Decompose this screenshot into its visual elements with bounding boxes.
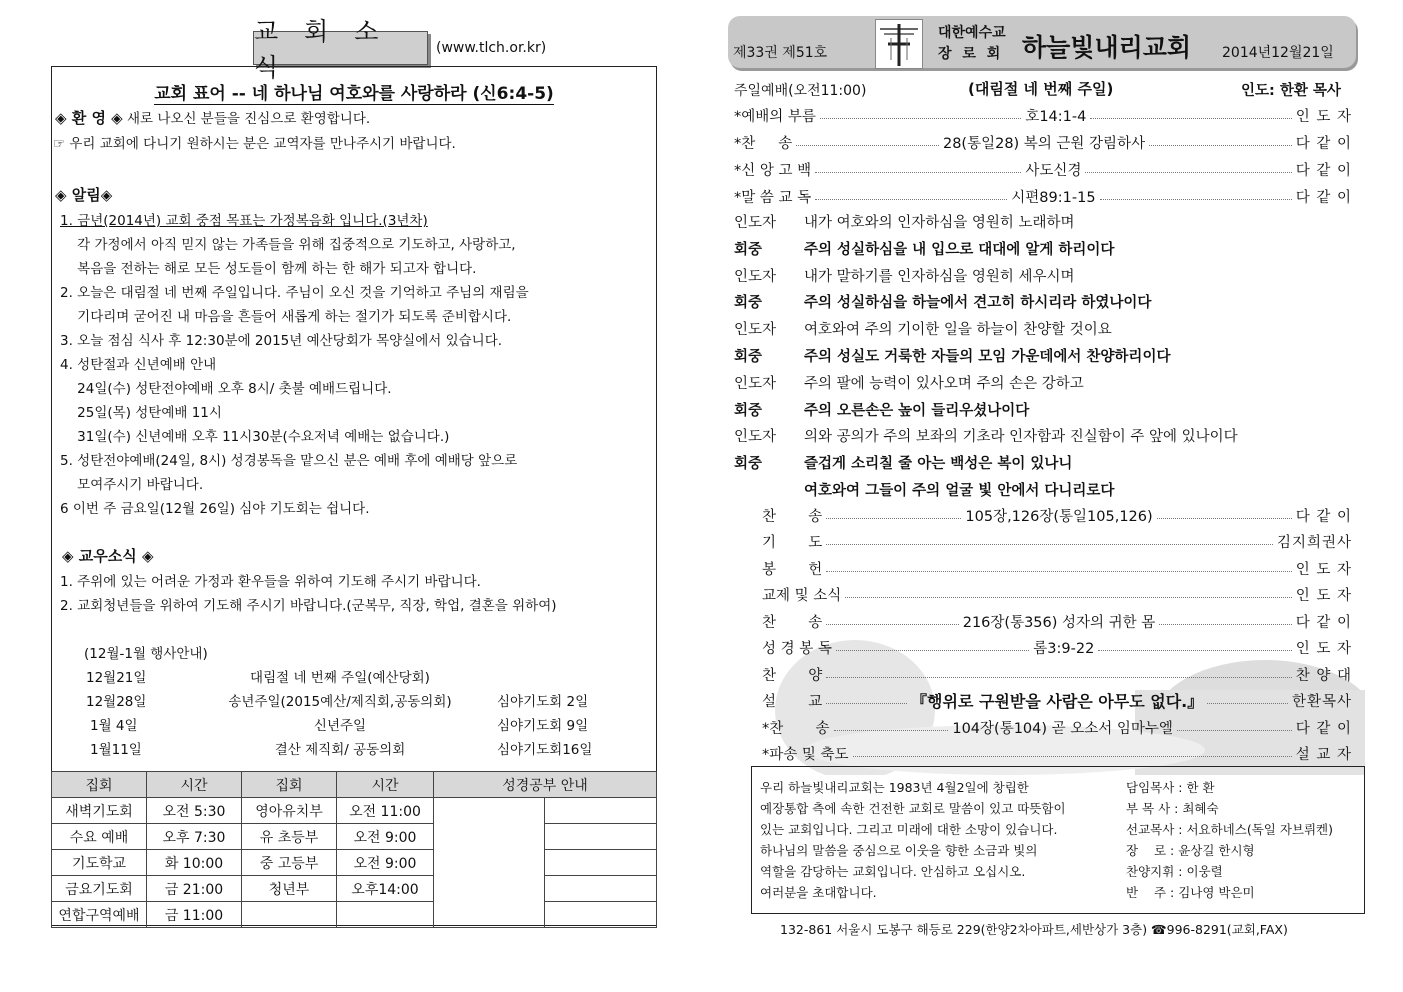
order-label: *찬 송 — [734, 135, 793, 152]
order-person: 인 도 자 — [1295, 561, 1352, 578]
welcome-note: ☞ 우리 교회에 다니기 원하시는 분은 교역자를 만나주시기 바랍니다. — [53, 136, 456, 152]
order-person: 한환목사 — [1291, 694, 1353, 710]
bible-study-cell — [545, 798, 657, 824]
order-label: 기 도 — [762, 535, 823, 551]
table-cell: 금 21:00 — [147, 876, 242, 902]
notice-header: ◈ 알림◈ — [55, 186, 113, 204]
reader-role: 인도자 — [734, 268, 777, 285]
responsive-line — [734, 399, 1029, 420]
order-text: 104장(통104) 곧 오소서 임마누엘 — [952, 720, 1173, 737]
welcome-section — [55, 107, 370, 128]
staff-line: 찬양지휘 : 이웅렬 — [1126, 864, 1223, 879]
denomination-top: 대한예수교 — [938, 25, 1006, 41]
intro-line: 여러분을 초대합니다. — [760, 885, 877, 900]
table-row — [52, 902, 657, 928]
dot-leader — [845, 597, 1291, 598]
order-person: 다 같 이 — [1295, 720, 1353, 737]
reading-text: 내가 여호와의 인자하심을 영원히 노래하며 — [804, 215, 1075, 231]
table-cell: 기도학교 — [52, 850, 147, 876]
reading-text: 즐겁게 소리칠 줄 아는 백성은 복이 있나니 — [804, 456, 1073, 473]
bible-study-cell — [545, 824, 657, 850]
order-person: 다 같 이 — [1295, 189, 1352, 206]
order-label: *신 앙 고 백 — [734, 162, 812, 179]
table-row — [52, 876, 657, 902]
order-person: 인 도 자 — [1295, 588, 1352, 604]
volume-number: 제33권 제51호 — [733, 45, 828, 61]
intro-line: 역할을 감당하는 교회입니다. 안심하고 오십시오. — [760, 864, 1026, 879]
dot-leader — [1098, 650, 1291, 651]
dot-leader — [853, 756, 1292, 757]
table-cell: 중 고등부 — [242, 850, 337, 876]
dot-leader — [826, 703, 907, 704]
reading-text: 주의 성실도 거룩한 자들의 모임 가운데에서 찬양하리이다 — [804, 349, 1171, 365]
order-text: 롬3:9-22 — [1033, 641, 1095, 657]
dot-leader — [826, 544, 1273, 545]
worship-order-item — [762, 742, 1352, 766]
table-cell: 연합구역예배 — [52, 902, 147, 928]
meeting-schedule-table — [51, 771, 657, 928]
order-label: 찬 송 — [762, 508, 823, 525]
worship-order-item — [762, 636, 1352, 660]
order-label: *찬 송 — [762, 720, 830, 737]
member-news-item: 2. 교회청년들을 위하여 기도해 주시기 바랍니다.(군복무, 직장, 학업, 결혼을 위하여) — [60, 598, 557, 614]
dot-leader — [1207, 703, 1288, 704]
intro-line: 있는 교회입니다. 그리고 미래에 대한 소망이 있습니다. — [760, 822, 1058, 837]
staff-line: 담임목사 : 한 환 — [1126, 780, 1215, 795]
worship-order-item — [734, 184, 1352, 208]
notice-item: 기다리며 굳어진 내 마음을 흔들어 새롭게 하는 절기가 되도록 준비합시다. — [60, 309, 512, 325]
order-label: *파송 및 축도 — [762, 747, 849, 763]
reader-role: 인도자 — [734, 375, 777, 392]
order-text: 시편89:1-15 — [1011, 189, 1096, 206]
intro-line: 우리 하늘빛내리교회는 1983년 4월2일에 창립한 — [760, 780, 1029, 795]
intro-line: 예장통합 측에 속한 건전한 교회로 말씀이 있고 따뜻함이 — [760, 801, 1066, 816]
staff-line: 선교목사 : 서요하네스(독일 자브뤼켄) — [1126, 822, 1334, 837]
worship-order-item — [762, 583, 1352, 607]
service-time: 주일예배(오전11:00) — [734, 83, 867, 99]
reading-text: 여호와여 그들이 주의 얼굴 빛 안에서 다니리로다 — [804, 483, 1115, 499]
table-header: 집회 — [52, 772, 147, 798]
reading-text: 주의 팔에 능력이 있사오며 주의 손은 강하고 — [804, 375, 1084, 392]
event-name: 결산 제직회/ 공동의회 — [274, 742, 406, 758]
reader-role: 회중 — [734, 402, 763, 419]
church-logo — [875, 19, 923, 69]
order-label: 성 경 봉 독 — [762, 641, 832, 657]
responsive-line — [734, 291, 1151, 312]
event-date: 1월11일 — [90, 742, 142, 758]
reading-text: 의와 공의가 주의 보좌의 기초라 인자함과 진실함이 주 앞에 있나이다 — [804, 429, 1238, 446]
dot-leader — [1100, 199, 1292, 200]
table-cell: 오전 9:00 — [337, 824, 434, 850]
dot-leader — [796, 145, 939, 146]
order-text: 216장(통356) 성자의 귀한 몸 — [962, 614, 1156, 631]
notice-item: 3. 오늘 점심 식사 후 12:30분에 2015년 예산당회가 목양실에서 있습니다. — [60, 333, 503, 349]
responsive-line — [734, 425, 1238, 446]
dot-leader — [1157, 518, 1292, 519]
dot-leader — [826, 571, 1291, 572]
event-name: 송년주일(2015예산/제직회,공동의회) — [228, 694, 452, 710]
staff-line: 부 목 사 : 최혜숙 — [1126, 801, 1219, 816]
responsive-line — [734, 318, 1112, 339]
table-cell: 화 10:00 — [147, 850, 242, 876]
order-person: 찬 양 대 — [1295, 667, 1352, 684]
dot-leader — [1085, 172, 1291, 173]
worship-order-item — [762, 662, 1352, 686]
order-label: *말 씀 교 독 — [734, 189, 812, 206]
table-row — [52, 824, 657, 850]
intro-line: 하나님의 말씀을 중심으로 이웃을 향한 소금과 빛의 — [760, 843, 1038, 858]
church-name: 하늘빛내리교회 — [1022, 33, 1192, 62]
church-address: 132-861 서울시 도봉구 해등로 229(한양2차아파트,세반상가 3층) ☎996-8291(교회,FAX) — [780, 922, 1288, 937]
notice-item: 각 가정에서 아직 믿지 않는 가족들을 위해 집중적으로 기도하고, 사랑하고, — [60, 237, 516, 253]
welcome-text: 새로 나오신 분들을 진심으로 환영합니다. — [122, 111, 371, 127]
table-header: 성경공부 안내 — [434, 772, 657, 798]
service-leader: 인도: 한환 목사 — [1241, 83, 1341, 99]
table-header: 시간 — [337, 772, 434, 798]
reading-text: 주의 성실하심을 하늘에서 견고히 하시리라 하였나이다 — [804, 295, 1152, 312]
dot-leader — [1159, 624, 1291, 625]
denomination-bottom: 장 로 회 — [938, 46, 1004, 62]
table-header: 집회 — [242, 772, 337, 798]
order-label: 봉 헌 — [762, 561, 823, 578]
order-label: 찬 양 — [762, 667, 823, 684]
member-news-item: 1. 주위에 있는 어려운 가정과 환우들을 위하여 기도해 주시기 바랍니다. — [60, 574, 481, 590]
website-url: (www.tlch.or.kr) — [436, 40, 547, 56]
worship-order-item — [762, 503, 1352, 527]
dot-leader — [826, 624, 958, 625]
reader-role: 인도자 — [734, 215, 777, 231]
dot-leader — [1177, 730, 1292, 731]
responsive-line — [734, 211, 1075, 232]
table-cell: 오전 5:30 — [147, 798, 242, 824]
reading-text: 여호와여 주의 기이한 일을 하늘이 찬양할 것이요 — [804, 322, 1112, 339]
table-cell: 오전 11:00 — [337, 798, 434, 824]
table-cell: 수요 예배 — [52, 824, 147, 850]
reading-text: 내가 말하기를 인자하심을 영원히 세우시며 — [804, 268, 1075, 285]
table-header-row — [52, 772, 657, 798]
reader-role: 인도자 — [734, 322, 777, 339]
order-person: 다 같 이 — [1295, 162, 1353, 179]
notice-item: 모여주시기 바랍니다. — [60, 477, 204, 493]
dot-leader — [815, 172, 1021, 173]
responsive-line — [734, 452, 1072, 473]
reading-text: 주의 오른손은 높이 들리우셨나이다 — [804, 402, 1030, 419]
table-row — [52, 850, 657, 876]
welcome-header: ◈ 환 영 ◈ — [55, 109, 123, 127]
dot-leader — [820, 118, 1021, 119]
order-text: 28(통일28) 복의 근원 강림하사 — [942, 135, 1146, 152]
order-text: 사도신경 — [1025, 162, 1082, 179]
dot-leader — [826, 677, 1291, 678]
worship-order-item — [762, 609, 1352, 633]
event-date: 12월21일 — [86, 670, 147, 686]
responsive-line — [734, 265, 1075, 286]
table-cell: 영아유치부 — [242, 798, 337, 824]
dot-leader — [826, 518, 961, 519]
worship-order-item — [762, 715, 1352, 739]
table-cell — [242, 902, 337, 928]
notice-item: 24일(수) 성탄전야예배 오후 8시/ 촛불 예배드립니다. — [60, 381, 392, 397]
reader-role: 회중 — [734, 349, 763, 365]
worship-order-item — [762, 556, 1352, 580]
notice-item: 4. 성탄절과 신년예배 안내 — [60, 357, 217, 373]
notice-item: 복음을 전하는 해로 모든 성도들이 함께 하는 한 해가 되고자 합니다. — [60, 261, 477, 277]
bulletin-date: 2014년12월21일 — [1222, 45, 1334, 61]
dot-leader — [1090, 118, 1291, 119]
responsive-line — [734, 345, 1170, 366]
order-text: 호14:1-4 — [1025, 108, 1087, 125]
worship-order-item — [762, 689, 1352, 713]
dot-leader — [1149, 145, 1292, 146]
order-person: 김지희권사 — [1276, 535, 1352, 551]
reader-role: 회중 — [734, 456, 763, 473]
order-text: 『행위로 구원받을 사람은 아무도 없다.』 — [911, 692, 1204, 711]
notice-item: 6 이번 주 금요일(12월 26일) 심야 기도회는 쉽니다. — [60, 501, 370, 517]
bible-study-cell — [434, 798, 545, 928]
table-cell: 오후 7:30 — [147, 824, 242, 850]
dot-leader — [836, 650, 1029, 651]
table-cell: 금 11:00 — [147, 902, 242, 928]
bible-study-cell — [545, 876, 657, 902]
event-date: 1월 4일 — [90, 718, 138, 734]
notice-item: 5. 성탄전야예배(24일, 8시) 성경봉독을 맡으신 분은 예배 후에 예배당 앞으로 — [60, 453, 518, 469]
worship-order-item — [762, 530, 1352, 554]
order-text: 105장,126장(통일105,126) — [965, 508, 1153, 525]
service-week: (대림절 네 번째 주일) — [968, 80, 1114, 98]
staff-line: 장 로 : 윤상길 한시형 — [1126, 843, 1255, 858]
notice-item: 2. 오늘은 대림절 네 번째 주일입니다. 주님이 오신 것을 기억하고 주님의 재림을 — [60, 285, 529, 301]
event-extra: 심야기도회16일 — [497, 742, 593, 758]
responsive-line — [734, 372, 1084, 393]
table-cell: 오후14:00 — [337, 876, 434, 902]
table-cell: 새벽기도회 — [52, 798, 147, 824]
reading-text: 주의 성실하심을 내 입으로 대대에 알게 하리이다 — [804, 241, 1115, 258]
worship-order-item — [734, 157, 1352, 181]
table-cell: 유 초등부 — [242, 824, 337, 850]
event-extra: 심야기도회 2일 — [497, 694, 589, 710]
worship-order-item — [734, 103, 1352, 127]
worship-order-item — [734, 130, 1352, 154]
event-name: 신년주일 — [313, 718, 367, 734]
table-row — [52, 798, 657, 824]
table-cell: 금요기도회 — [52, 876, 147, 902]
order-label: *예배의 부름 — [734, 108, 816, 125]
order-label: 찬 송 — [762, 614, 823, 631]
reader-role: 인도자 — [734, 429, 777, 446]
bible-study-cell — [545, 902, 657, 928]
church-motto: 교회 표어 -- 네 하나님 여호와를 사랑하라 (신6:4-5) — [154, 84, 554, 104]
table-cell: 오전 9:00 — [337, 850, 434, 876]
event-extra: 심야기도회 9일 — [497, 718, 589, 734]
notice-item: 31일(수) 신년예배 오후 11시30분(수요저녁 예배는 없습니다.) — [60, 429, 450, 445]
table-cell — [337, 902, 434, 928]
page-title: 교 회 소 식 — [253, 31, 428, 65]
dot-leader — [815, 199, 1007, 200]
staff-line: 반 주 : 김나영 박은미 — [1126, 885, 1255, 900]
order-label: 설 교 — [762, 694, 823, 710]
reader-role: 회중 — [734, 295, 763, 312]
dot-leader — [834, 730, 949, 731]
event-date: 12월28일 — [86, 694, 147, 710]
order-person: 인 도 자 — [1295, 108, 1352, 125]
notice-item: 25일(목) 성탄예배 11시 — [60, 405, 222, 421]
table-cell: 청년부 — [242, 876, 337, 902]
event-name: 대림절 네 번째 주일(예산당회) — [250, 670, 430, 686]
order-label: 교제 및 소식 — [762, 588, 842, 604]
responsive-line — [734, 238, 1114, 259]
order-person: 설 교 자 — [1295, 747, 1352, 763]
table-header: 시간 — [147, 772, 242, 798]
notice-item: 1. 금년(2014년) 교회 중점 목표는 가정복음화 입니다.(3년차) — [60, 213, 428, 229]
order-person: 다 같 이 — [1295, 614, 1352, 631]
reader-role: 회중 — [734, 241, 763, 258]
responsive-line — [734, 479, 1114, 500]
member-news-header: ◈ 교우소식 ◈ — [62, 547, 154, 565]
order-person: 다 같 이 — [1295, 135, 1352, 152]
bible-study-cell — [545, 850, 657, 876]
events-header: (12월-1월 행사안내) — [84, 646, 208, 662]
order-person: 인 도 자 — [1295, 641, 1353, 657]
order-person: 다 같 이 — [1295, 508, 1353, 525]
